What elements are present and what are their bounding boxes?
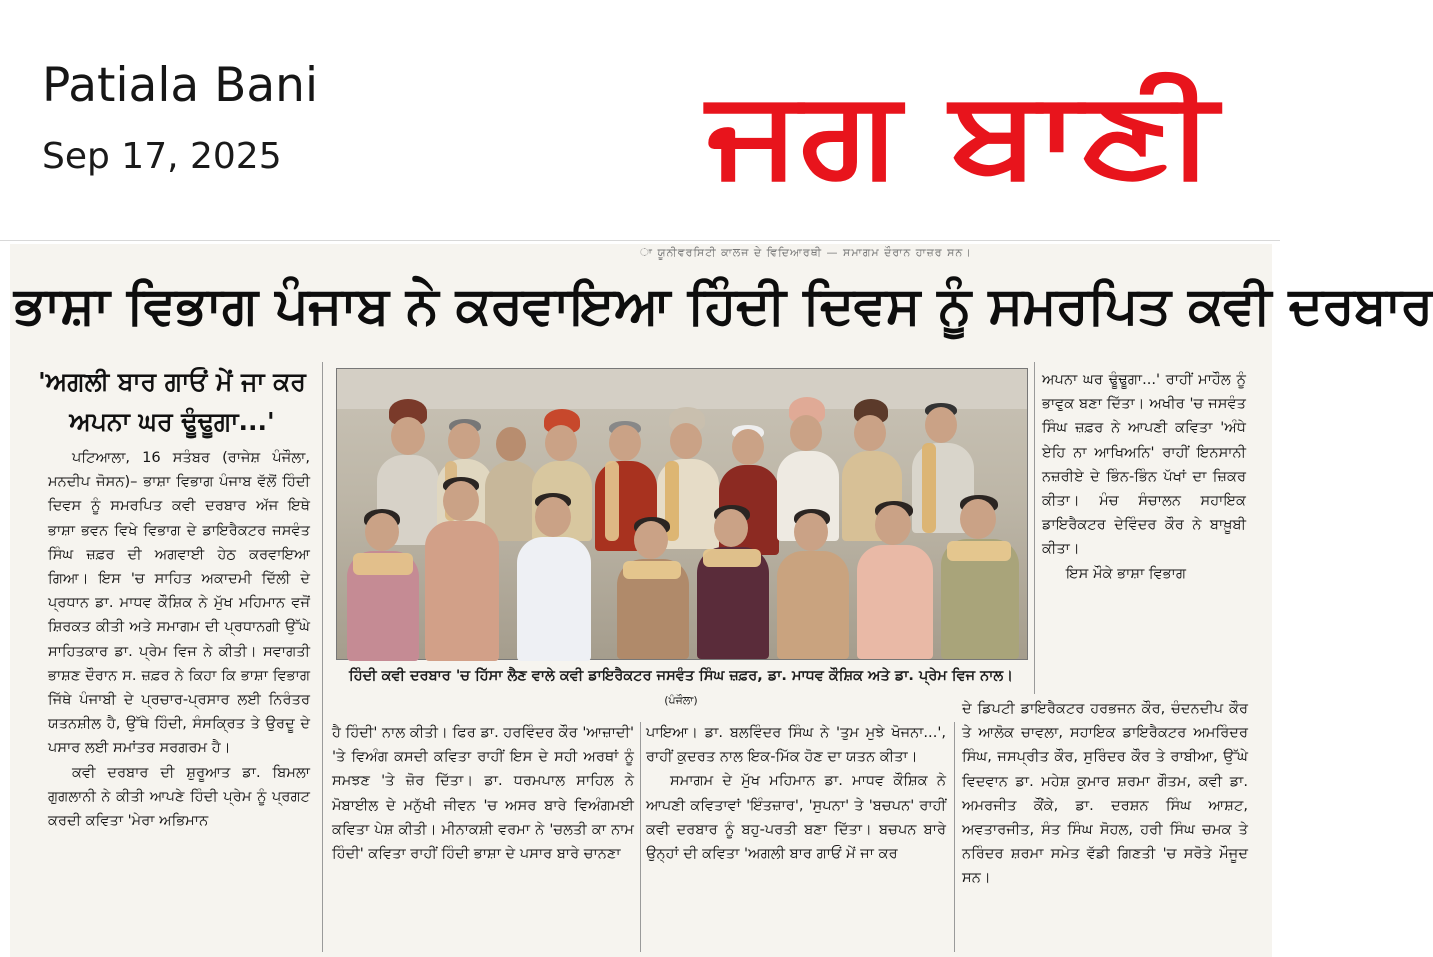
group-photo	[336, 368, 1028, 660]
paragraph: ਸਮਾਗਮ ਦੇ ਮੁੱਖ ਮਹਿਮਾਨ ਡਾ. ਮਾਧਵ ਕੌਸ਼ਿਕ ਨੇ ਆਪਣੀ ਕਵਿਤਾਵਾਂ 'ਇੰਤਜ਼ਾਰ', 'ਸੁਪਨਾ' ਤੇ 'ਬਚਪਨ' ਰਾਹੀਂ ਕਵੀ ਦਰਬਾਰ ਨੂੰ ਬਹੁ-ਪਰਤੀ ਬਣਾ ਦਿੱਤਾ। ਬਚਪਨ ਬਾਰੇ ਉਨ੍ਹਾਂ ਦੀ ਕਵਿਤਾ 'ਅਗਲੀ ਬਾਰ ਗਾਓਂ ਮੇਂ ਜਾ ਕਰ	[646, 772, 946, 863]
person-figure	[347, 509, 417, 659]
text-column-2	[332, 721, 634, 951]
person-figure	[941, 495, 1017, 659]
column-rule	[640, 722, 641, 952]
text-column-4-bottom	[962, 697, 1248, 951]
edition-name: Patiala Bani	[42, 58, 319, 113]
newspaper-logo	[702, 64, 1223, 202]
person-figure	[617, 517, 687, 659]
masthead	[0, 0, 1280, 240]
paragraph: ਪਟਿਆਲਾ, 16 ਸਤੰਬਰ (ਰਾਜੇਸ਼ ਪੰਜੌਲਾ, ਮਨਦੀਪ ਜੋਸਨ)– ਭਾਸ਼ਾ ਵਿਭਾਗ ਪੰਜਾਬ ਵੱਲੋਂ ਹਿੰਦੀ ਦਿਵਸ ਨੂੰ ਸਮਰਪਿਤ ਕਵੀ ਦਰਬਾਰ ਅੱਜ ਇਥੇ ਭਾਸ਼ਾ ਭਵਨ ਵਿਖੇ ਵਿਭਾਗ ਦੇ ਡਾਇਰੈਕਟਰ ਜਸਵੰਤ ਸਿੰਘ ਜ਼ਫ਼ਰ ਦੀ ਅਗਵਾਈ ਹੇਠ ਕਰਵਾਇਆ ਗਿਆ। ਇਸ 'ਚ ਸਾਹਿਤ ਅਕਾਦਮੀ ਦਿੱਲੀ ਦੇ ਪ੍ਰਧਾਨ ਡਾ. ਮਾਧਵ ਕੌਸ਼ਿਕ ਨੇ ਮੁੱਖ ਮਹਿਮਾਨ ਵਜੋਂ ਸ਼ਿਰਕਤ ਕੀਤੀ ਅਤੇ ਸਮਾਗਮ ਦੀ ਪ੍ਰਧਾਨਗੀ ਉੱਘੇ ਸਾਹਿਤਕਾਰ ਡਾ. ਪ੍ਰੇਮ ਵਿਜ ਨੇ ਕੀਤੀ। ਸਵਾਗਤੀ ਭਾਸ਼ਣ ਦੌਰਾਨ ਸ. ਜ਼ਫ਼ਰ ਨੇ ਕਿਹਾ ਕਿ ਭਾਸ਼ਾ ਵਿਭਾਗ ਜਿੱਥੇ ਪੰਜਾਬੀ ਦੇ ਪ੍ਰਚਾਰ-ਪ੍ਰਸਾਰ ਲਈ ਨਿਰੰਤਰ ਯਤਨਸ਼ੀਲ ਹੈ, ਉੱਥੇ ਹਿੰਦੀ, ਸੰਸਕ੍ਰਿਤ ਤੇ ਉਰਦੂ ਦੇ ਪਸਾਰ ਲਈ ਸਮਾਂਤਰ ਸਰਗਰਮ ਹੈ।	[48, 449, 310, 757]
paragraph: ਹੈ ਹਿੰਦੀ' ਨਾਲ ਕੀਤੀ। ਫਿਰ ਡਾ. ਹਰਵਿੰਦਰ ਕੌਰ 'ਆਜ਼ਾਦੀ' 'ਤੇ ਵਿਅੰਗ ਕਸਦੀ ਕਵਿਤਾ ਰਾਹੀਂ ਇਸ ਦੇ ਸਹੀ ਅਰਥਾਂ ਨੂੰ ਸਮਝਣ 'ਤੇ ਜ਼ੋਰ ਦਿੱਤਾ। ਡਾ. ਧਰਮਪਾਲ ਸਾਹਿਲ ਨੇ ਮੋਬਾਈਲ ਦੇ ਮਨੁੱਖੀ ਜੀਵਨ 'ਚ ਅਸਰ ਬਾਰੇ ਵਿਅੰਗਮਈ ਕਵਿਤਾ ਪੇਸ਼ ਕੀਤੀ। ਮੀਨਾਕਸ਼ੀ ਵਰਮਾ ਨੇ 'ਚਲਤੀ ਕਾ ਨਾਮ ਹਿੰਦੀ' ਕਵਿਤਾ ਰਾਹੀਂ ਹਿੰਦੀ ਭਾਸ਼ਾ ਦੇ ਪਸਾਰ ਬਾਰੇ ਚਾਨਣਾ	[332, 724, 634, 863]
paragraph: ਕਵੀ ਦਰਬਾਰ ਦੀ ਸ਼ੁਰੂਆਤ ਡਾ. ਬਿਮਲਾ ਗੁਗਲਾਨੀ ਨੇ ਕੀਤੀ ਆਪਣੇ ਹਿੰਦੀ ਪ੍ਰੇਮ ਨੂੰ ਪ੍ਰਗਟ ਕਰਦੀ ਕਵਿਤਾ 'ਮੇਰਾ ਅਭਿਮਾਨ	[48, 763, 310, 830]
logo-text: ਜਗ ਬਾਣੀ	[702, 64, 1223, 202]
person-figure	[517, 493, 589, 659]
photo-credit: (ਪੰਜੌਲਾ)	[664, 694, 698, 707]
paragraph: ਇਸ ਮੌਕੇ ਭਾਸ਼ਾ ਵਿਭਾਗ	[1066, 564, 1186, 582]
column-rule	[954, 722, 955, 952]
person-figure	[425, 477, 497, 659]
person-figure	[697, 505, 767, 659]
article-headline: ਭਾਸ਼ਾ ਵਿਭਾਗ ਪੰਜਾਬ ਨੇ ਕਰਵਾਇਆ ਹਿੰਦੀ ਦਿਵਸ ਨੂੰ ਸਮਰਪਿਤ ਕਵੀ ਦਰਬਾਰ	[14, 276, 1433, 336]
text-column-1	[48, 446, 310, 950]
column-rule	[1034, 362, 1035, 694]
person-figure	[777, 509, 847, 659]
cut-text-stub: ਾ ਯੂਨੀਵਰਸਿਟੀ ਕਾਲਜ ਦੇ ਵਿਦਿਆਰਥੀ — ਸਮਾਗਮ ਦੌਰਾਨ ਹਾਜ਼ਰ ਸਨ।	[640, 246, 972, 259]
column-rule	[322, 362, 323, 952]
publication-date: Sep 17, 2025	[42, 136, 282, 177]
article-subheadline: 'ਅਗਲੀ ਬਾਰ ਗਾਓਂ ਮੇਂ ਜਾ ਕਰ ਅਪਨਾ ਘਰ ਢੂੰਢੂਗਾ...'	[38, 367, 306, 436]
masthead-divider	[0, 240, 1280, 241]
person-figure	[857, 501, 931, 659]
caption-text: ਹਿੰਦੀ ਕਵੀ ਦਰਬਾਰ 'ਚ ਹਿੱਸਾ ਲੈਣ ਵਾਲੇ ਕਵੀ ਡਾਇਰੈਕਟਰ ਜਸਵੰਤ ਸਿੰਘ ਜ਼ਫ਼ਰ, ਡਾ. ਮਾਧਵ ਕੌਸ਼ਿਕ ਅਤੇ ਡਾ. ਪ੍ਰੇਮ ਵਿਜ ਨਾਲ।	[349, 668, 1013, 684]
text-column-4-top	[1042, 368, 1246, 674]
photo-caption	[336, 664, 1026, 716]
paragraph: ਅਪਨਾ ਘਰ ਢੂੰਢੂਗਾ...' ਰਾਹੀਂ ਮਾਹੌਲ ਨੂੰ ਭਾਵੁਕ ਬਣਾ ਦਿੱਤਾ। ਅਖੀਰ 'ਚ ਜਸਵੰਤ ਸਿੰਘ ਜ਼ਫ਼ਰ ਨੇ ਆਪਣੀ ਕਵਿਤਾ 'ਅੰਧੇ ਏਹਿ ਨਾ ਆਖਿਅਨਿ' ਰਾਹੀਂ ਇਨਸਾਨੀ ਨਜ਼ਰੀਏ ਦੇ ਭਿੰਨ-ਭਿੰਨ ਪੱਖਾਂ ਦਾ ਜ਼ਿਕਰ ਕੀਤਾ। ਮੰਚ ਸੰਚਾਲਨ ਸਹਾਇਕ ਡਾਇਰੈਕਟਰ ਦੇਵਿੰਦਰ ਕੌਰ ਨੇ ਬਾਖ਼ੂਬੀ ਕੀਤਾ।	[1042, 371, 1246, 558]
text-column-3	[646, 721, 946, 951]
paragraph: ਪਾਇਆ। ਡਾ. ਬਲਵਿੰਦਰ ਸਿੰਘ ਨੇ 'ਤੁਮ ਮੁਝੇ ਖੋਜਨਾ...', ਰਾਹੀਂ ਕੁਦਰਤ ਨਾਲ ਇਕ-ਮਿੱਕ ਹੋਣ ਦਾ ਯਤਨ ਕੀਤਾ।	[646, 724, 946, 766]
paragraph: ਦੇ ਡਿਪਟੀ ਡਾਇਰੈਕਟਰ ਹਰਭਜਨ ਕੌਰ, ਚੰਦਨਦੀਪ ਕੌਰ ਤੇ ਆਲੋਕ ਚਾਵਲਾ, ਸਹਾਇਕ ਡਾਇਰੈਕਟਰ ਅਮਰਿੰਦਰ ਸਿੰਘ, ਜਸਪ੍ਰੀਤ ਕੌਰ, ਸੁਰਿੰਦਰ ਕੌਰ ਤੇ ਰਾਬੀਆ, ਉੱਘੇ ਵਿਦਵਾਨ ਡਾ. ਮਹੇਸ਼ ਕੁਮਾਰ ਸ਼ਰਮਾ ਗੌਤਮ, ਕਵੀ ਡਾ. ਅਮਰਜੀਤ ਕੌਂਕੇ, ਡਾ. ਦਰਸ਼ਨ ਸਿੰਘ ਆਸ਼ਟ, ਅਵਤਾਰਜੀਤ, ਸੰਤ ਸਿੰਘ ਸੋਹਲ, ਹਰੀ ਸਿੰਘ ਚਮਕ ਤੇ ਨਰਿੰਦਰ ਸ਼ਰਮਾ ਸਮੇਤ ਵੱਡੀ ਗਿਣਤੀ 'ਚ ਸਰੋਤੇ ਮੌਜੂਦ ਸਨ।	[962, 700, 1248, 887]
